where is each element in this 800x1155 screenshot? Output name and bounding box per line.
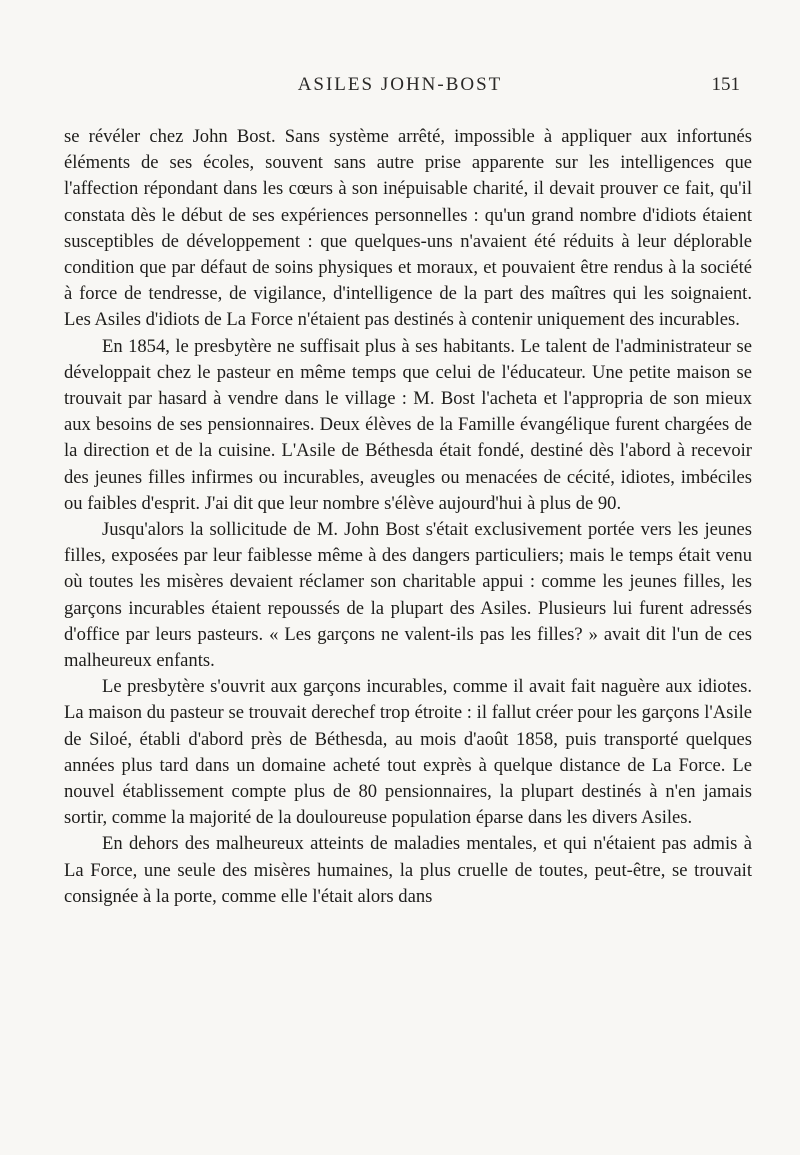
body-text	[64, 124, 752, 910]
page-number: 151	[711, 74, 740, 95]
paragraph: En dehors des malheureux atteints de maladies mentales, et qui n'étaient pas admis à La Force, une seule des misères humaines, la plus cruelle de toutes, peut-être, se trouvait consignée à la porte, comme elle l'était alors dans	[64, 833, 752, 907]
paragraph-continued: se révéler chez John Bost. Sans système arrêté, impossible à appliquer aux infortunés éléments de ses écoles, souvent sans autre prise apparente sur les intelligences que l'affection répondant dans les cœurs à son inépuisable charité, il devait prouver ce fait, qu'il constata dès le début de ses expériences personnelles : qu'un grand nombre d'idiots étaient susceptibles de développement : que quelques-uns n'avaient été réduits à leur déplorable condition que par défaut de soins physiques et moraux, et pouvaient être rendus à la société à force de tendresse, de vigilance, d'intelligence de la part des maîtres qui les soignaient. Les Asiles d'idiots de La Force n'étaient pas destinés à contenir uniquement des incurables.	[64, 126, 752, 331]
page-header	[60, 74, 740, 102]
running-title: ASILES JOHN-BOST	[297, 74, 503, 95]
paragraph: En 1854, le presbytère ne suffisait plus à ses habitants. Le talent de l'administrateur se développait chez le pasteur en même temps que celui de l'éducateur. Une petite maison se trouvait par hasard à vendre dans le village : M. Bost l'acheta et l'appropria de son mieux aux besoins de ses pensionnaires. Deux élèves de la Famille évangélique furent chargées de la direction et de la cuisine. L'Asile de Béthesda était fondé, destiné dès l'abord à recevoir des jeunes filles infirmes ou incurables, aveugles ou menacées de cécité, idiotes, imbéciles ou faibles d'esprit. J'ai dit que leur nombre s'élève aujourd'hui à plus de 90.	[64, 335, 752, 514]
paragraph: Jusqu'alors la sollicitude de M. John Bost s'était exclusivement portée vers les jeunes filles, exposées par leur faiblesse même à des dangers particuliers; mais le temps était venu où toutes les misères devaient réclamer son charitable appui : comme les jeunes filles, les garçons incurables étaient repoussés de la plupart des Asiles. Plusieurs lui furent adressés d'office par leurs pasteurs. « Les garçons ne valent-ils pas les filles? » avait dit l'un de ces malheureux enfants.	[64, 519, 752, 672]
paragraph: Le presbytère s'ouvrit aux garçons incurables, comme il avait fait naguère aux idiotes. La maison du pasteur se trouvait derechef trop étroite : il fallut créer pour les garçons l'Asile de Siloé, établi d'abord près de Béthesda, au mois d'août 1858, puis transporté quelques années plus tard dans un domaine acheté tout exprès à quelque distance de La Force. Le nouvel établissement compte plus de 80 pensionnaires, la plupart destinés à n'en jamais sortir, comme la majorité de la douloureuse population éparse dans les divers Asiles.	[64, 676, 752, 829]
